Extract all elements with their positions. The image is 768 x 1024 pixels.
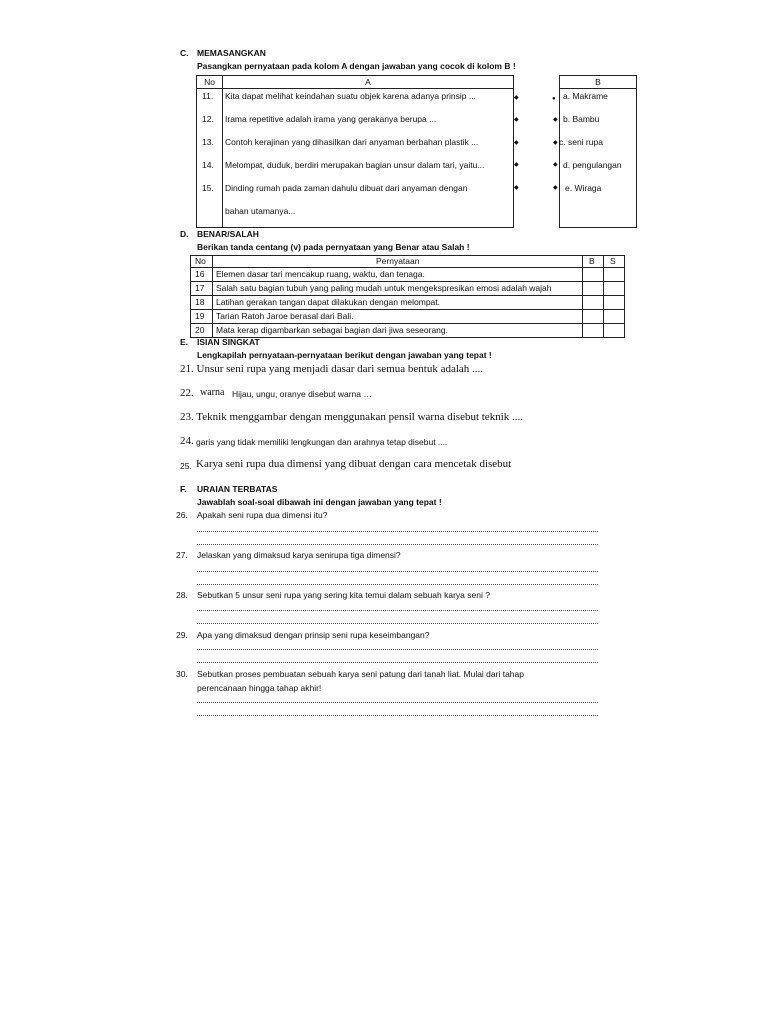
question-24-text: garis yang tidak memiliki lengkungan dan arahnya tetap disebut .... bbox=[196, 437, 448, 447]
table-d-head-b: B bbox=[589, 256, 595, 266]
dot-right-e[interactable]: ◆ bbox=[553, 185, 558, 191]
section-d-title: BENAR/SALAH bbox=[197, 229, 259, 239]
answer-line[interactable] bbox=[197, 610, 598, 611]
row-text: bahan utamanya... bbox=[225, 206, 296, 216]
row-no: 13. bbox=[202, 137, 214, 147]
table-a-head-no: No bbox=[204, 77, 215, 87]
table-row-no: 20 bbox=[195, 325, 205, 335]
answer-line[interactable] bbox=[197, 715, 598, 716]
table-row-no: 17 bbox=[195, 283, 205, 293]
dot-right-a[interactable]: ● bbox=[552, 96, 556, 102]
question-22-number: 22. bbox=[180, 387, 194, 399]
section-d-letter: D. bbox=[180, 229, 189, 239]
section-d-instruction: Berikan tanda centang (v) pada pernyataan yang Benar atau Salah ! bbox=[197, 242, 470, 252]
table-b-head-b: B bbox=[595, 77, 601, 87]
dot-left-13[interactable]: ◆ bbox=[514, 140, 519, 146]
answer-line[interactable] bbox=[197, 623, 598, 624]
section-c-title: MEMASANGKAN bbox=[197, 48, 266, 58]
question-22-text: Hijau, ungu, oranye disebut warna … bbox=[232, 389, 372, 399]
table-d-head-statement: Pernyataan bbox=[376, 256, 420, 266]
dot-right-d[interactable]: ◆ bbox=[553, 162, 558, 168]
table-row-text: Latihan gerakan tangan dapat dilakukan dengan melompat. bbox=[216, 297, 441, 307]
matching-table-b bbox=[559, 75, 637, 228]
question-24-number: 24. bbox=[180, 435, 194, 447]
table-row-text: Elemen dasar tari mencakup ruang, waktu, dan tenaga. bbox=[216, 269, 425, 279]
answer-a: a. Makrame bbox=[563, 91, 608, 101]
question-29-number: 29. bbox=[176, 630, 188, 640]
section-f-instruction: Jawablah soal-soal dibawah ini dengan jawaban yang tepat ! bbox=[197, 497, 442, 507]
section-e-instruction: Lengkapilah pernyataan-pernyataan berikut dengan jawaban yang tepat ! bbox=[197, 350, 492, 360]
row-text: Contoh kerajinan yang dihasilkan dari anyaman berbahan plastik ... bbox=[225, 137, 479, 147]
answer-line[interactable] bbox=[197, 531, 598, 532]
answer-line[interactable] bbox=[197, 571, 598, 572]
dot-left-15[interactable]: ◆ bbox=[514, 185, 519, 191]
dot-right-c[interactable]: ◆ bbox=[553, 140, 558, 146]
question-26-text: Apakah seni rupa dua dimensi itu? bbox=[197, 510, 328, 520]
dot-left-14[interactable]: ◆ bbox=[514, 162, 519, 168]
section-c-letter: C. bbox=[180, 48, 189, 58]
question-25-number: 25. bbox=[180, 461, 192, 471]
question-22-word: warna bbox=[200, 387, 225, 398]
true-false-table bbox=[190, 255, 625, 338]
question-30-text: Sebutkan proses pembuatan sebuah karya seni patung dari tanah liat. Mulai dari tahap bbox=[197, 669, 524, 679]
answer-line[interactable] bbox=[197, 702, 598, 703]
section-c-instruction: Pasangkan pernyataan pada kolom A dengan jawaban yang cocok di kolom B ! bbox=[197, 61, 516, 71]
question-27-number: 27. bbox=[176, 550, 188, 560]
table-d-head-s: S bbox=[610, 256, 616, 266]
section-f-letter: F. bbox=[180, 484, 187, 494]
table-d-head-no: No bbox=[195, 256, 206, 266]
answer-e: e. Wiraga bbox=[565, 183, 602, 193]
row-no: 12. bbox=[202, 114, 214, 124]
answer-line[interactable] bbox=[197, 544, 598, 545]
section-e-letter: E. bbox=[180, 337, 189, 347]
table-row-no: 19 bbox=[195, 311, 205, 321]
answer-line[interactable] bbox=[197, 649, 598, 650]
dot-left-12[interactable]: ◆ bbox=[514, 117, 519, 123]
row-text: Melompat, duduk, berdiri merupakan bagian unsur dalam tari, yaitu... bbox=[225, 160, 485, 170]
question-30-number: 30. bbox=[176, 669, 188, 679]
section-f-title: URAIAN TERBATAS bbox=[197, 484, 278, 494]
question-30-text-cont: perencanaan hingga tahap akhir! bbox=[197, 683, 322, 693]
table-row-no: 16 bbox=[195, 269, 205, 279]
answer-line[interactable] bbox=[197, 584, 598, 585]
row-text: Dinding rumah pada zaman dahulu dibuat dari anyaman dengan bbox=[225, 183, 468, 193]
table-row-text: Mata kerap digambarkan sebagai bagian dari jiwa seseorang. bbox=[216, 325, 449, 335]
answer-line[interactable] bbox=[197, 662, 598, 663]
row-text: Kita dapat melihat keindahan suatu objek karena adanya prinsip ... bbox=[225, 91, 476, 101]
table-row-no: 18 bbox=[195, 297, 205, 307]
question-21: 21. Unsur seni rupa yang menjadi dasar dari semua bentuk adalah .... bbox=[180, 363, 484, 375]
table-row-text: Tarian Ratoh Jaroe berasal dari Bali. bbox=[216, 311, 354, 321]
matching-table-a bbox=[196, 75, 514, 228]
answer-c: c. seni rupa bbox=[559, 137, 603, 147]
question-26-number: 26. bbox=[176, 510, 188, 520]
question-29-text: Apa yang dimaksud dengan prinsip seni rupa keseimbangan? bbox=[197, 630, 430, 640]
answer-b: b. Bambu bbox=[563, 114, 600, 124]
row-text: Irama repetitive adalah irama yang gerakanya berupa ... bbox=[225, 114, 437, 124]
question-23: 23. Teknik menggambar dengan menggunakan pensil warna disebut teknik .... bbox=[180, 411, 523, 423]
question-27-text: Jelaskan yang dimaksud karya senirupa tiga dimensi? bbox=[197, 550, 401, 560]
question-28-text: Sebutkan 5 unsur seni rupa yang sering kita temui dalam sebuah karya seni ? bbox=[197, 590, 490, 600]
table-row-text: Salah satu bagian tubuh yang paling mudah untuk mengekspresikan emosi adalah wajah bbox=[216, 283, 552, 293]
question-25-text: Karya seni rupa dua dimensi yang dibuat dengan cara mencetak disebut bbox=[196, 458, 512, 470]
row-no: 14. bbox=[202, 160, 214, 170]
row-no: 15. bbox=[202, 183, 214, 193]
dot-right-b[interactable]: ◆ bbox=[553, 117, 558, 123]
question-28-number: 28. bbox=[176, 590, 188, 600]
section-e-title: ISIAN SINGKAT bbox=[197, 337, 260, 347]
row-no: 11. bbox=[202, 91, 214, 101]
table-a-head-a: A bbox=[365, 77, 371, 87]
answer-d: d. pengulangan bbox=[563, 160, 622, 170]
dot-left-11[interactable]: ◆ bbox=[514, 95, 519, 101]
